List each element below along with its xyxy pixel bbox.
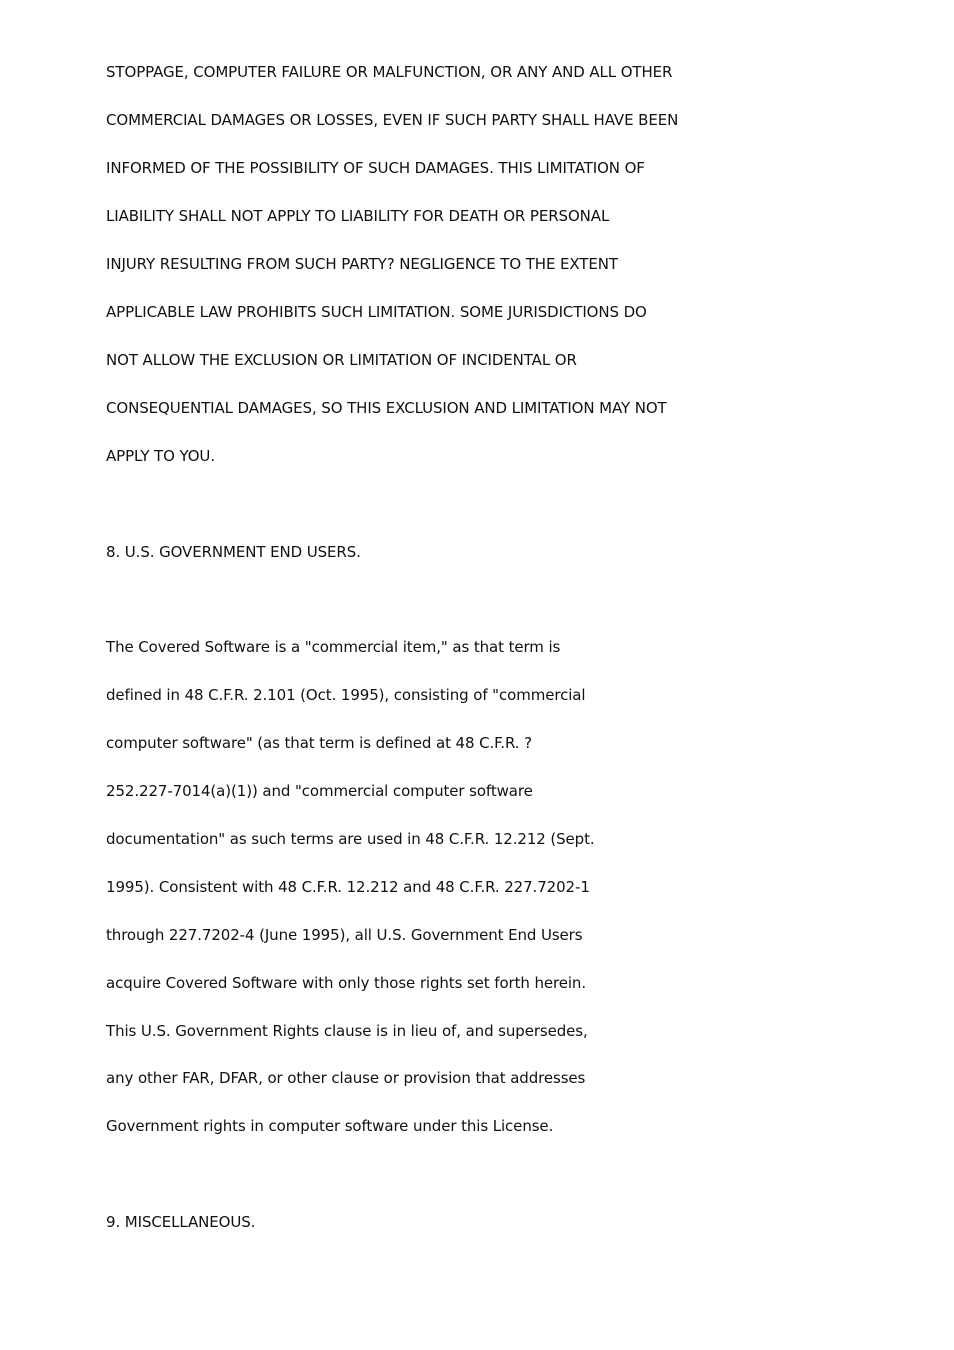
text-line: defined in 48 C.F.R. 2.101 (Oct. 1995), consisting of "commercial [106, 686, 586, 704]
text-line: computer software" (as that term is defined at 48 C.F.R. ? [106, 734, 532, 752]
text-line: documentation" as such terms are used in 48 C.F.R. 12.212 (Sept. [106, 830, 595, 848]
text-line: INJURY RESULTING FROM SUCH PARTY? NEGLIGENCE TO THE EXTENT [106, 255, 618, 273]
text-line: LIABILITY SHALL NOT APPLY TO LIABILITY FOR DEATH OR PERSONAL [106, 207, 610, 225]
section-heading: 8. U.S. GOVERNMENT END USERS. [106, 543, 361, 561]
text-line: NOT ALLOW THE EXCLUSION OR LIMITATION OF INCIDENTAL OR [106, 351, 577, 369]
text-line: acquire Covered Software with only those rights set forth herein. [106, 974, 586, 992]
section-heading: 9. MISCELLANEOUS. [106, 1213, 256, 1231]
text-line: Government rights in computer software under this License. [106, 1117, 554, 1135]
text-line: This U.S. Government Rights clause is in lieu of, and supersedes, [106, 1022, 588, 1040]
text-line: CONSEQUENTIAL DAMAGES, SO THIS EXCLUSION AND LIMITATION MAY NOT [106, 399, 667, 417]
text-line: 252.227-7014(a)(1)) and "commercial computer software [106, 782, 533, 800]
text-line: STOPPAGE, COMPUTER FAILURE OR MALFUNCTION, OR ANY AND ALL OTHER [106, 63, 673, 81]
text-line: 1995). Consistent with 48 C.F.R. 12.212 and 48 C.F.R. 227.7202-1 [106, 878, 590, 896]
text-line: The Covered Software is a "commercial item," as that term is [106, 638, 561, 656]
text-line: APPLY TO YOU. [106, 447, 215, 465]
text-line: through 227.7202-4 (June 1995), all U.S. Government End Users [106, 926, 583, 944]
text-line: APPLICABLE LAW PROHIBITS SUCH LIMITATION. SOME JURISDICTIONS DO [106, 303, 647, 321]
text-line: INFORMED OF THE POSSIBILITY OF SUCH DAMAGES. THIS LIMITATION OF [106, 159, 645, 177]
text-line: any other FAR, DFAR, or other clause or provision that addresses [106, 1069, 586, 1087]
text-line: COMMERCIAL DAMAGES OR LOSSES, EVEN IF SUCH PARTY SHALL HAVE BEEN [106, 111, 679, 129]
